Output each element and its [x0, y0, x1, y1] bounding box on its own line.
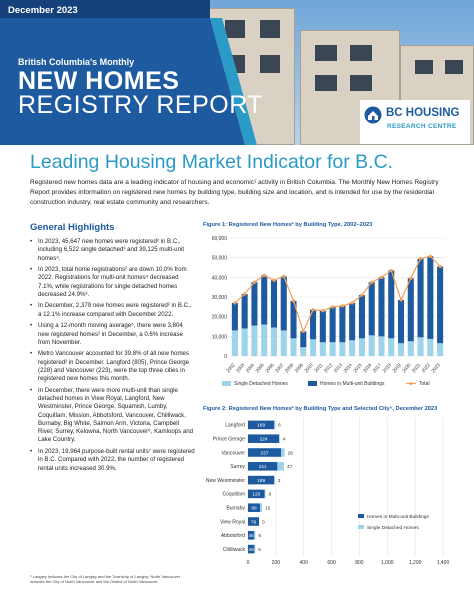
x-tick-label: 2013: [332, 362, 344, 374]
bar-single-detached: [260, 503, 262, 512]
x-tick-label: 600: [327, 560, 336, 566]
page-headline: Leading Housing Market Indicator for B.C.: [30, 151, 394, 173]
point-total: [331, 305, 334, 308]
report-title-line2: REGISTRY REPORT: [18, 91, 264, 119]
x-tick-label: 2014: [342, 362, 353, 374]
figure1-chart: [200, 230, 450, 395]
report-title-line1: NEW HOMES: [18, 67, 180, 95]
y-tick-label: View Royal: [220, 519, 245, 526]
bar-single-detached: [271, 327, 277, 356]
y-tick-label: 0: [224, 354, 227, 360]
highlights-heading: General Highlights: [30, 222, 115, 233]
bar-single-detached: [388, 338, 394, 356]
intro-paragraph: Registered new homes data are a leading indicator of housing and economic¹ activity in British Columbia. The Monthly New Homes Registry Report provides information on registered new homes by building type, building size and location, and is intended for use by the residential construction industry, real estate community and researchers.: [30, 179, 439, 206]
legend-marker-total: [410, 382, 413, 385]
bar-single-detached: [349, 340, 355, 356]
list-item: • In 2023, 45,647 new homes were registered² in B.C., including 6,522 single detached³ and 39,125 multi-unit homes⁴.: [30, 238, 195, 263]
point-total: [282, 275, 285, 278]
x-tick-label: 2003: [235, 362, 246, 374]
bar-single-detached: [437, 343, 443, 356]
figure2-chart: [200, 416, 450, 576]
y-tick-label: 10,000: [211, 334, 227, 341]
x-tick-label: 2011: [313, 362, 324, 374]
x-tick-label: 1,000: [381, 560, 394, 566]
logo-name: BC HOUSING: [386, 107, 460, 119]
point-total: [341, 304, 344, 307]
list-item: • Using a 12-month moving average⁵, there were 3,804 new registered homes² in December, a 0.6% increase from November.: [30, 322, 195, 347]
x-tick-label: 2009: [293, 362, 305, 374]
data-label-multi-unit: 45: [248, 534, 254, 540]
data-label-single-detached: 47: [286, 465, 293, 471]
bar-single-detached: [369, 335, 375, 356]
bar-multi-unit: [349, 303, 355, 340]
x-tick-label: 800: [355, 560, 364, 566]
bar-multi-unit: [378, 277, 384, 336]
bar-multi-unit: [281, 276, 287, 330]
bar-single-detached: [359, 338, 365, 356]
bar-single-detached: [290, 338, 296, 356]
report-kicker: British Columbia's Monthly: [18, 57, 135, 67]
y-tick-label: 50,000: [211, 255, 227, 262]
bc-housing-logo: [360, 100, 470, 144]
point-total: [429, 255, 432, 258]
x-tick-label: 2017: [371, 362, 383, 374]
data-label-single-detached: 6: [258, 547, 261, 553]
point-total: [321, 309, 324, 312]
data-label-multi-unit: 224: [259, 437, 268, 443]
x-tick-label: 2022: [420, 362, 432, 374]
bar-multi-unit: [320, 311, 326, 342]
point-total: [253, 281, 256, 284]
y-tick-label: Burnaby: [226, 505, 245, 512]
figure1-title: Figure 1: Registered New Homes² by Building Type, 2002–2023: [203, 222, 373, 228]
point-total: [360, 293, 363, 296]
point-total: [233, 301, 236, 304]
legend-label: Homes in Multi-unit Buildings: [320, 381, 385, 387]
data-label-single-detached: 15: [265, 506, 271, 512]
point-total: [263, 274, 266, 277]
data-label-single-detached: 0: [262, 520, 265, 526]
highlights-list: [30, 238, 195, 476]
bar-single-detached: [398, 343, 404, 356]
bar-single-detached: [254, 545, 255, 554]
data-label-single-detached: 6: [278, 423, 281, 429]
bar-multi-unit: [242, 294, 248, 328]
bar-multi-unit: [388, 270, 394, 338]
bar-single-detached: [261, 325, 267, 356]
data-label-single-detached: 4: [282, 437, 286, 443]
point-total: [351, 301, 354, 304]
bar-multi-unit: [398, 300, 404, 343]
x-tick-label: 2012: [322, 362, 334, 374]
legend-swatch-single-detached: [358, 525, 364, 529]
x-tick-label: 0: [246, 560, 250, 566]
x-tick-label: 2015: [352, 362, 363, 374]
point-total: [409, 277, 412, 280]
bar-single-detached: [310, 339, 316, 356]
data-label-single-detached: 8: [258, 534, 262, 540]
point-total: [380, 276, 383, 279]
y-tick-label: Abbotsford: [220, 533, 245, 540]
x-tick-label: 2007: [274, 362, 285, 374]
point-total: [419, 257, 422, 260]
y-tick-label: 40,000: [211, 275, 227, 282]
bar-single-detached: [320, 342, 326, 356]
logo-mark-icon: [364, 106, 382, 124]
data-label-multi-unit: 189: [257, 423, 266, 429]
data-label-single-detached: 26: [287, 451, 293, 457]
bar-single-detached: [281, 448, 285, 457]
bar-multi-unit: [359, 295, 365, 338]
x-tick-label: 2006: [264, 362, 275, 374]
point-total: [311, 308, 314, 311]
point-total: [302, 330, 305, 333]
bar-multi-unit: [232, 303, 238, 331]
bar-multi-unit: [408, 278, 414, 341]
bar-multi-unit: [271, 280, 277, 327]
y-tick-label: Langford: [225, 422, 245, 429]
data-label-single-detached: 3: [277, 478, 281, 484]
point-total: [390, 269, 393, 272]
list-item: • In 2023, 19,964 purpose-built rental units⁷ were registered in B.C. Compared with 2022, the number of registered rental units increased 30.9%.: [30, 448, 195, 473]
x-tick-label: 2020: [401, 362, 412, 374]
data-label-multi-unit: 211: [258, 465, 267, 471]
bar-single-detached: [265, 490, 266, 499]
bar-single-detached: [330, 342, 336, 356]
bar-single-detached: [242, 328, 248, 356]
bar-single-detached: [300, 347, 306, 356]
data-label-multi-unit: 86: [251, 506, 257, 512]
bar-multi-unit: [261, 275, 267, 324]
legend-label: Single Detached Homes: [234, 381, 288, 387]
y-tick-label: Surrey: [230, 464, 245, 471]
point-total: [370, 281, 373, 284]
x-tick-label: 2023: [430, 362, 441, 374]
legend-swatch-multi-unit: [358, 514, 364, 518]
bar-single-detached: [277, 462, 284, 471]
data-label-multi-unit: 120: [252, 492, 261, 498]
y-tick-label: Chilliwack: [222, 546, 245, 553]
legend-label: Total: [419, 381, 430, 387]
footnote: ⁶ Langley includes the City of Langley and the Township of Langley. North Vancouver includes the City of North Vancouver and the District of North Vancouver.: [30, 574, 181, 584]
y-tick-label: Prince George: [212, 436, 245, 443]
point-total: [243, 292, 246, 295]
legend-label: Single Detached Homes: [367, 526, 419, 531]
y-tick-label: Vancouver: [221, 450, 245, 457]
legend-label: Homes in Multi-unit Buildings: [367, 515, 429, 520]
x-tick-label: 2008: [283, 362, 295, 374]
bar-multi-unit: [251, 282, 257, 325]
bar-multi-unit: [418, 259, 424, 338]
x-tick-label: 400: [299, 560, 308, 566]
x-tick-label: 2002: [225, 362, 236, 374]
data-label-single-detached: 6: [268, 492, 272, 498]
list-item: • In December, 2,379 new homes were registered² in B.C., a 12.1% increase compared with December 2022.: [30, 302, 195, 319]
bar-single-detached: [427, 339, 433, 356]
x-tick-label: 2004: [244, 362, 256, 374]
y-tick-label: 20,000: [211, 314, 227, 321]
data-label-multi-unit: 79: [250, 520, 257, 526]
point-total: [399, 298, 402, 301]
bar-single-detached: [254, 531, 255, 540]
bar-single-detached: [232, 330, 238, 356]
legend-swatch-single-detached: [222, 381, 231, 386]
data-label-multi-unit: 237: [260, 451, 269, 457]
x-tick-label: 2016: [362, 362, 373, 374]
bar-single-detached: [339, 342, 345, 356]
x-tick-label: 2021: [410, 362, 422, 374]
y-tick-label: 60,000: [211, 236, 227, 242]
bar-single-detached: [408, 341, 414, 356]
data-label-multi-unit: 189: [257, 478, 266, 484]
list-item: • In 2023, total home registrations² are down 10.0% from 2022. Registrations for multi-unit homes⁴ decreased 7.1%, while registrations for single detached homes decreased 24.9%³.: [30, 266, 195, 299]
x-tick-label: 200: [271, 560, 281, 566]
report-date: December 2023: [8, 5, 78, 16]
logo-subtitle: RESEARCH CENTRE: [387, 123, 457, 130]
x-tick-label: 2010: [303, 362, 314, 374]
x-tick-label: 1,200: [408, 560, 422, 566]
bar-single-detached: [418, 337, 424, 356]
legend-swatch-multi-unit: [308, 381, 317, 386]
bar-multi-unit: [339, 306, 345, 342]
bar-single-detached: [251, 326, 257, 356]
bar-multi-unit: [330, 307, 336, 342]
bar-single-detached: [281, 330, 287, 356]
figure2-title: Figure 2: Registered New Homes² by Building Type and Selected City⁵, December 2023: [203, 406, 438, 412]
x-tick-label: 1,400: [436, 560, 450, 566]
y-tick-label: Coquitlam: [222, 491, 245, 498]
point-total: [439, 265, 442, 268]
bar-single-detached: [378, 336, 384, 356]
x-tick-label: 2019: [391, 362, 402, 374]
y-tick-label: 30,000: [211, 295, 227, 301]
bar-single-detached: [274, 421, 275, 430]
bar-multi-unit: [437, 267, 443, 344]
data-label-multi-unit: 46: [248, 547, 254, 553]
bar-single-detached: [279, 434, 280, 443]
bar-multi-unit: [369, 282, 375, 335]
bar-multi-unit: [300, 331, 306, 347]
bar-multi-unit: [427, 256, 433, 339]
hero-banner: [0, 0, 474, 145]
list-item: • Metro Vancouver accounted for 39.8% of all new homes registered² in December. Langford (805), Prince George (228) and Vancouver (223), were the top three cities in registered new homes this month.: [30, 350, 195, 383]
x-tick-label: 2018: [381, 362, 393, 374]
list-item: • In December, there were more multi-unit than single detached homes in View Royal, Langford, New Westminster, Prince George, Squamish, Lumby, Coquitlam, Mission, Abbotsford, Vancouver, Chilliwack, Burnaby, Big White, Salmon Arm, Victoria, Campbell River, Surrey, Kelowna, North Vancouver⁶, Kamloops and Lake Country.: [30, 387, 195, 445]
point-total: [292, 299, 295, 302]
y-tick-label: New Westminster: [205, 477, 245, 484]
point-total: [272, 279, 275, 282]
x-tick-label: 2005: [254, 362, 265, 374]
